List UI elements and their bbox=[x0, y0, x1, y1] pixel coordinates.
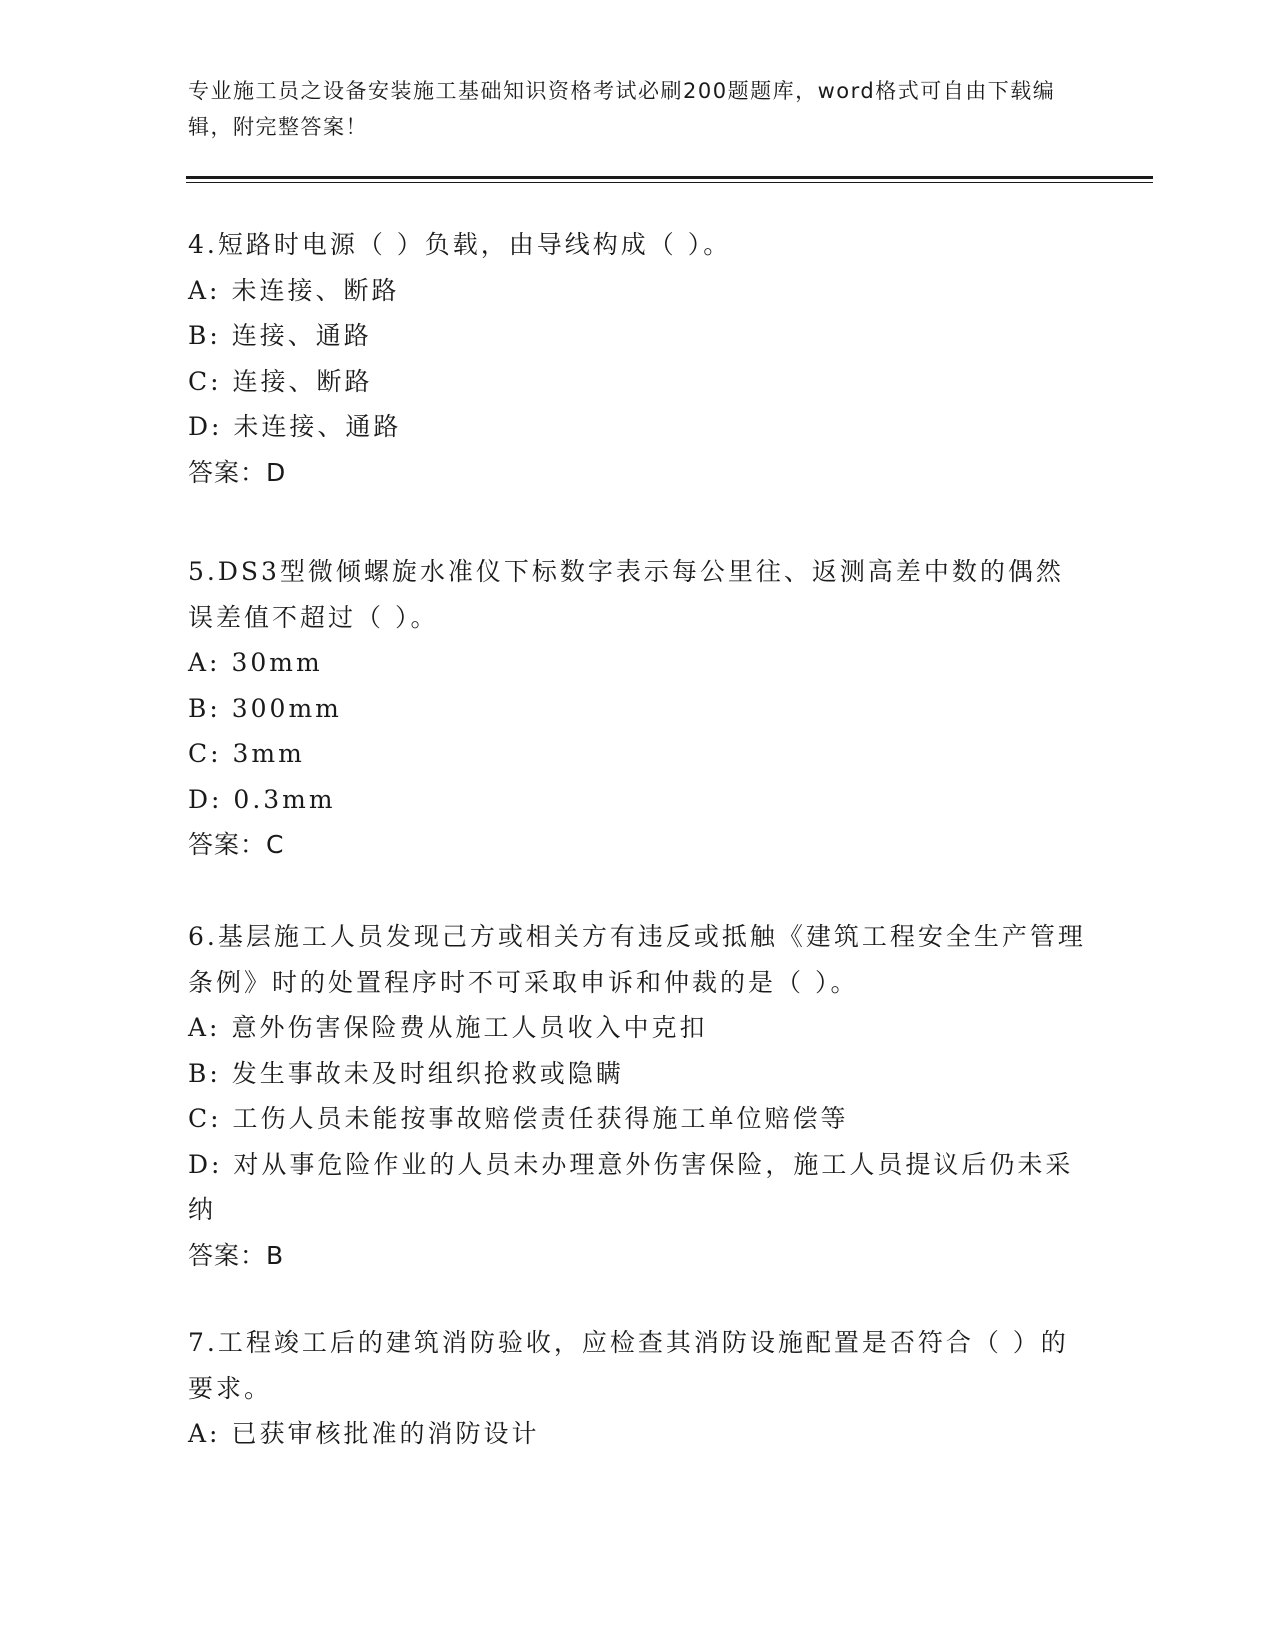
option-text: 对从事危险作业的人员未办理意外伤害保险，施工人员提议后仍未采纳 bbox=[188, 1149, 1074, 1224]
option-b bbox=[188, 686, 1088, 732]
question-stem: 6.基层施工人员发现己方或相关方有违反或抵触《建筑工程安全生产管理条例》时的处置程序时不可采取申诉和仲裁的是（ ）。 bbox=[188, 922, 1086, 997]
option-letter: B: bbox=[188, 693, 221, 723]
option-letter: D: bbox=[188, 412, 223, 441]
option-c bbox=[188, 731, 1088, 777]
option-letter: A: bbox=[188, 648, 221, 677]
option-a bbox=[188, 1005, 1088, 1051]
answer-label: 答案：C bbox=[188, 830, 285, 859]
question-stem: 4.短路时电源（ ）负载，由导线构成（ ）。 bbox=[188, 230, 732, 259]
answer-label: 答案：B bbox=[188, 1240, 285, 1270]
question-stem: 5.DS3型微倾螺旋水准仪下标数字表示每公里往、返测高差中数的偶然误差值不超过（ ）。 bbox=[188, 557, 1064, 632]
option-text: 工伤人员未能按事故赔偿责任获得施工单位赔偿等 bbox=[232, 1104, 849, 1133]
document-header: 专业施工员之设备安装施工基础知识资格考试必刷200题题库，word格式可自由下载编辑，附完整答案！ bbox=[188, 79, 1056, 139]
option-text: 30mm bbox=[231, 648, 323, 677]
header-divider-thin bbox=[186, 182, 1153, 183]
question-stem: 7.工程竣工后的建筑消防验收，应检查其消防设施配置是否符合（ ）的要求。 bbox=[188, 1328, 1069, 1403]
option-letter: B: bbox=[188, 321, 221, 350]
option-text: 连接、断路 bbox=[232, 366, 373, 396]
option-letter: D: bbox=[188, 1149, 223, 1179]
option-a bbox=[188, 640, 1088, 686]
option-text: 0.3mm bbox=[233, 784, 336, 814]
answer-label: 答案：D bbox=[188, 457, 287, 487]
question-4 bbox=[188, 222, 1088, 495]
option-text: 未连接、断路 bbox=[231, 275, 400, 305]
option-d bbox=[188, 777, 1088, 823]
option-text: 意外伤害保险费从施工人员收入中克扣 bbox=[231, 1013, 708, 1042]
option-letter: C: bbox=[188, 366, 222, 396]
option-letter: C: bbox=[188, 739, 222, 768]
option-text: 未连接、通路 bbox=[233, 412, 402, 441]
option-a bbox=[188, 268, 1088, 314]
option-text: 300mm bbox=[231, 693, 342, 723]
option-c bbox=[188, 1096, 1088, 1142]
option-d bbox=[188, 1142, 1088, 1233]
option-text: 已获审核批准的消防设计 bbox=[231, 1419, 540, 1448]
option-d bbox=[188, 404, 1088, 450]
header-divider-thick bbox=[186, 176, 1153, 179]
option-b bbox=[188, 1051, 1088, 1097]
option-text: 3mm bbox=[232, 739, 305, 768]
option-letter: A: bbox=[188, 1419, 221, 1448]
option-letter: A: bbox=[188, 1013, 221, 1042]
option-letter: C: bbox=[188, 1104, 222, 1133]
option-a bbox=[188, 1411, 1088, 1457]
option-text: 连接、通路 bbox=[231, 321, 372, 350]
question-5 bbox=[188, 549, 1088, 868]
option-letter: A: bbox=[188, 275, 221, 305]
option-b bbox=[188, 313, 1088, 359]
question-6 bbox=[188, 914, 1088, 1278]
option-letter: B: bbox=[188, 1058, 221, 1088]
option-letter: D: bbox=[188, 784, 223, 814]
option-text: 发生事故未及时组织抢救或隐瞒 bbox=[231, 1058, 624, 1088]
option-c bbox=[188, 359, 1088, 405]
question-7 bbox=[188, 1320, 1088, 1457]
